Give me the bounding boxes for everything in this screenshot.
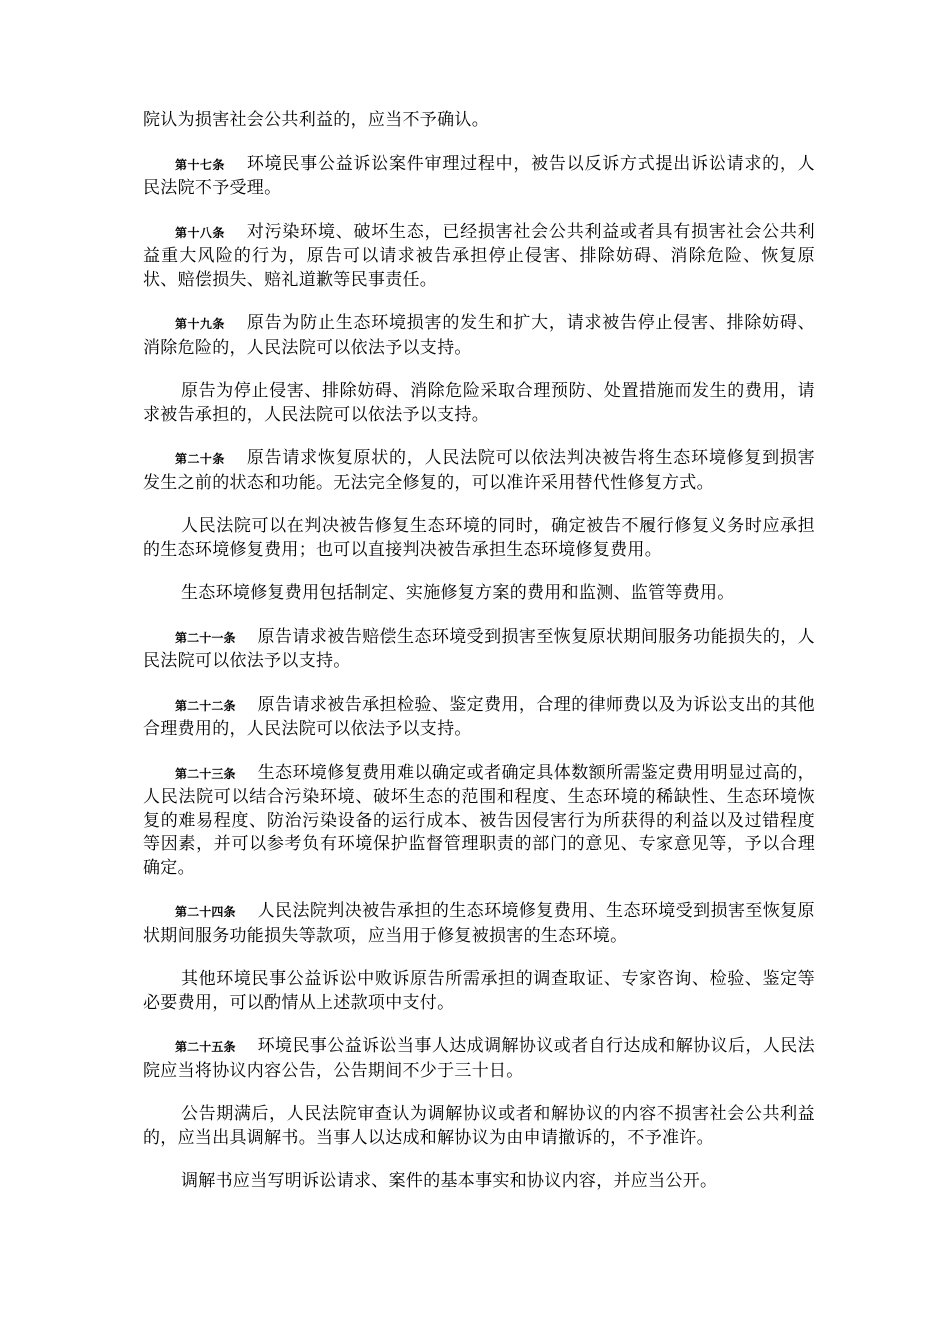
paragraph-text: 人民法院判决被告承担的生态环境修复费用、生态环境受到损害至恢复原状期间服务功能损失等款项，应当用于修复被损害的生态环境。 bbox=[143, 901, 815, 946]
article-25 bbox=[143, 1035, 815, 1083]
document-body bbox=[143, 109, 815, 1214]
article-number: 第十八条 bbox=[175, 225, 225, 240]
paragraph-text: 原告为停止侵害、排除妨碍、消除危险采取合理预防、处置措施而发生的费用，请求被告承担的，人民法院可以依法予以支持。 bbox=[143, 381, 815, 425]
article-number: 第二十一条 bbox=[175, 630, 236, 645]
paragraph bbox=[143, 1103, 815, 1150]
paragraph-text: 环境民事公益诉讼当事人达成调解协议或者自行达成和解协议后，人民法院应当将协议内容公告，公告期间不少于三十日。 bbox=[143, 1036, 815, 1081]
paragraph-text: 调解书应当写明诉讼请求、案件的基本事实和协议内容，并应当公开。 bbox=[181, 1171, 718, 1191]
paragraph-text: 原告为防止生态环境损害的发生和扩大，请求被告停止侵害、排除妨碍、消除危险的，人民法院可以依法予以支持。 bbox=[143, 313, 815, 358]
article-number: 第二十三条 bbox=[175, 766, 236, 781]
paragraph-text: 生态环境修复费用包括制定、实施修复方案的费用和监测、监管等费用。 bbox=[181, 583, 735, 603]
paragraph-text: 环境民事公益诉讼案件审理过程中，被告以反诉方式提出诉讼请求的，人民法院不予受理。 bbox=[143, 153, 815, 198]
paragraph bbox=[143, 515, 815, 562]
paragraph-text: 公告期满后，人民法院审查认为调解协议或者和解协议的内容不损害社会公共利益的，应当出具调解书。当事人以达成和解协议为由申请撤诉的，不予准许。 bbox=[143, 1104, 815, 1148]
paragraph-text: 院认为损害社会公共利益的，应当不予确认。 bbox=[143, 110, 489, 130]
paragraph-text: 原告请求被告承担检验、鉴定费用，合理的律师费以及为诉讼支出的其他合理费用的，人民法院可以依法予以支持。 bbox=[143, 694, 815, 739]
paragraph-text: 其他环境民事公益诉讼中败诉原告所需承担的调查取证、专家咨询、检验、鉴定等必要费用，可以酌情从上述款项中支付。 bbox=[143, 969, 815, 1013]
paragraph bbox=[143, 968, 815, 1015]
article-17 bbox=[143, 153, 815, 201]
article-number: 第二十四条 bbox=[175, 905, 236, 919]
paragraph bbox=[143, 582, 815, 606]
article-21 bbox=[143, 626, 815, 674]
paragraph-text: 原告请求被告赔偿生态环境受到损害至恢复原状期间服务功能损失的，人民法院可以依法予以支持。 bbox=[143, 626, 815, 671]
article-20 bbox=[143, 447, 815, 495]
paragraph bbox=[143, 380, 815, 427]
paragraph bbox=[143, 1170, 815, 1194]
article-24 bbox=[143, 900, 815, 948]
article-23 bbox=[143, 762, 815, 881]
article-number: 第十七条 bbox=[175, 157, 225, 172]
paragraph-text: 原告请求恢复原状的，人民法院可以依法判决被告将生态环境修复到损害发生之前的状态和功能。无法完全修复的，可以准许采用替代性修复方式。 bbox=[143, 448, 815, 493]
article-number: 第二十二条 bbox=[175, 698, 236, 713]
paragraph-text: 生态环境修复费用难以确定或者确定具体数额所需鉴定费用明显过高的，人民法院可以结合污染环境、破坏生态的范围和程度、生态环境的稀缺性、生态环境恢复的难易程度、防治污染设备的运行成本、被告因侵害行为所获得的利益以及过错程度等因素，并可以参考负有环境保护监督管理职责的部门的意见、专家意见等，予以合理确定。 bbox=[143, 762, 815, 878]
article-number: 第二十五条 bbox=[175, 1040, 236, 1054]
paragraph-continuation bbox=[143, 109, 815, 133]
article-number: 第二十条 bbox=[175, 452, 225, 466]
paragraph-text: 人民法院可以在判决被告修复生态环境的同时，确定被告不履行修复义务时应承担的生态环境修复费用；也可以直接判决被告承担生态环境修复费用。 bbox=[143, 516, 815, 560]
article-22 bbox=[143, 694, 815, 742]
paragraph-text: 对污染环境、破坏生态，已经损害社会公共利益或者具有损害社会公共利益重大风险的行为，原告可以请求被告承担停止侵害、排除妨碍、消除危险、恢复原状、赔偿损失、赔礼道歉等民事责任。 bbox=[143, 221, 815, 290]
article-18 bbox=[143, 221, 815, 293]
article-19 bbox=[143, 312, 815, 360]
article-number: 第十九条 bbox=[175, 317, 225, 331]
